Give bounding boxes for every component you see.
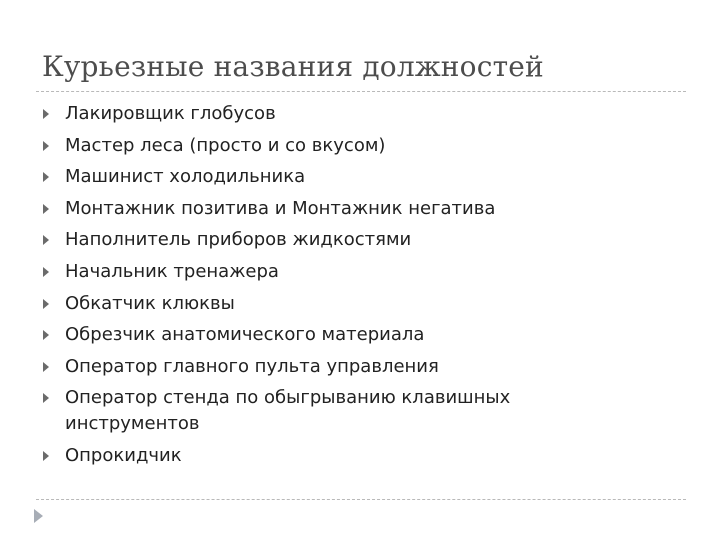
list-item-text: Оператор стенда по обыгрыванию клавишных инструментов bbox=[65, 387, 511, 435]
list-item-text: Обкатчик клюквы bbox=[65, 292, 235, 314]
slide-title: Курьезные названия должностей bbox=[42, 50, 544, 83]
footer-divider bbox=[36, 499, 686, 500]
list-item-text: Начальник тренажера bbox=[65, 260, 279, 282]
triangle-bullet-icon bbox=[43, 451, 49, 461]
list-item bbox=[42, 196, 692, 222]
list-item-text: Опрокидчик bbox=[65, 444, 182, 466]
list-item-text: Мастер леса (просто и со вкусом) bbox=[65, 134, 386, 156]
title-divider bbox=[36, 91, 686, 92]
triangle-bullet-icon bbox=[43, 235, 49, 245]
list-item-text: Оператор главного пульта управления bbox=[65, 355, 439, 377]
triangle-bullet-icon bbox=[43, 362, 49, 372]
triangle-bullet-icon bbox=[43, 172, 49, 182]
triangle-bullet-icon bbox=[43, 299, 49, 309]
list-item bbox=[42, 354, 692, 380]
list-item bbox=[42, 133, 692, 159]
list-item bbox=[42, 101, 692, 127]
job-title-list bbox=[42, 101, 692, 475]
list-item-text: Машинист холодильника bbox=[65, 166, 306, 188]
list-item-text: Наполнитель приборов жидкостями bbox=[65, 229, 412, 251]
list-item bbox=[42, 227, 692, 253]
triangle-bullet-icon bbox=[43, 141, 49, 151]
list-item bbox=[42, 385, 692, 437]
list-item-text: Лакировщик глобусов bbox=[65, 103, 276, 124]
list-item-text: Монтажник позитива и Монтажник негатива bbox=[65, 197, 496, 219]
triangle-bullet-icon bbox=[43, 267, 49, 277]
triangle-bullet-icon bbox=[43, 393, 49, 403]
list-item bbox=[42, 259, 692, 285]
triangle-right-nav-icon[interactable] bbox=[34, 509, 43, 523]
triangle-bullet-icon bbox=[43, 330, 49, 340]
list-item bbox=[42, 322, 692, 348]
list-item bbox=[42, 291, 692, 317]
list-item-text: Обрезчик анатомического материала bbox=[65, 324, 425, 346]
list-item bbox=[42, 164, 692, 190]
list-item bbox=[42, 443, 692, 469]
triangle-bullet-icon bbox=[43, 204, 49, 214]
triangle-bullet-icon bbox=[43, 109, 49, 119]
